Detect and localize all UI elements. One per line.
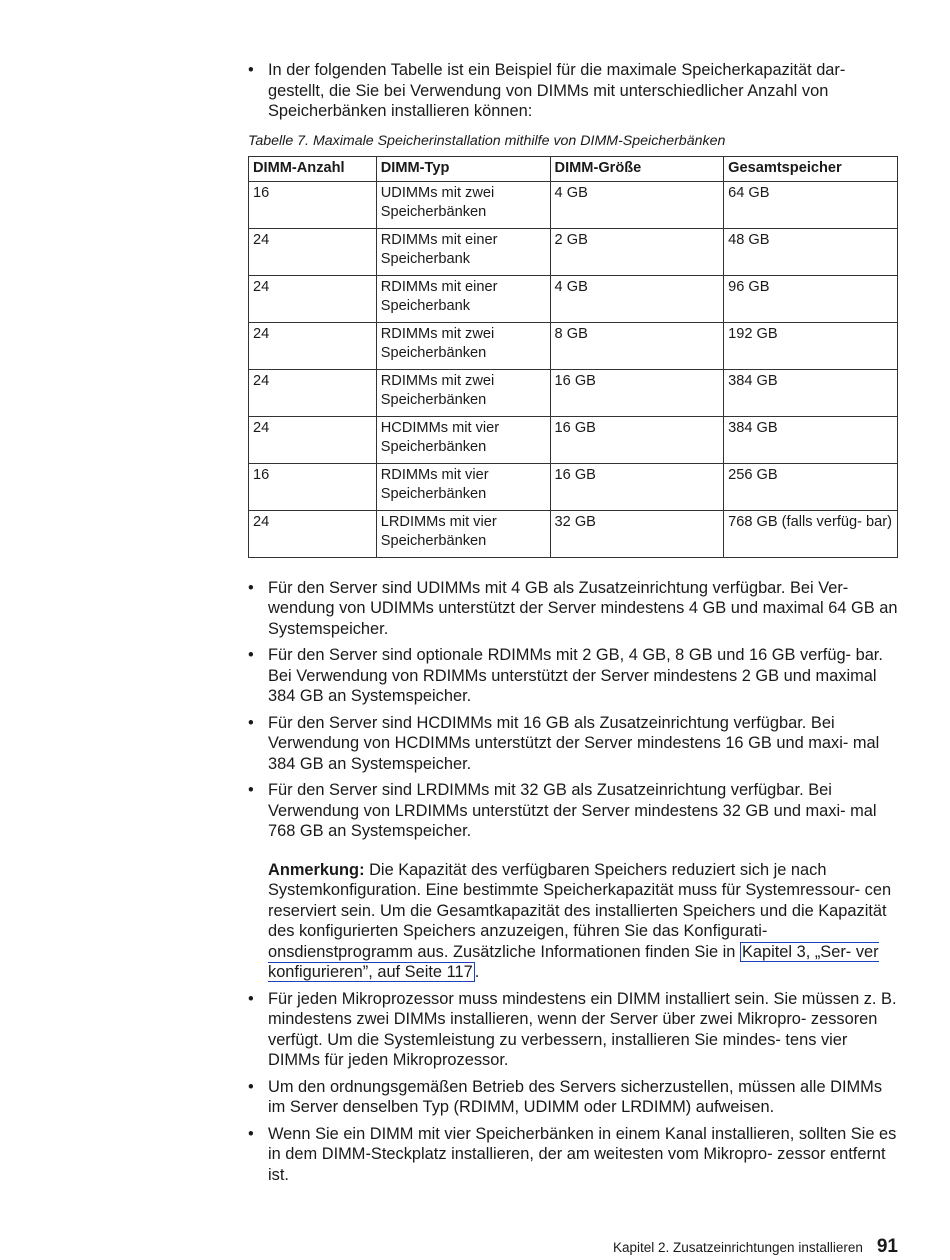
page-content xyxy=(248,60,898,1191)
cell-dimm-type: LRDIMMs mit vier Speicherbänken xyxy=(376,510,550,557)
table-row xyxy=(249,322,898,369)
list-item-text: Für den Server sind HCDIMMs mit 16 GB als Zusatzeinrichtung verfügbar. Bei Verwendung von HCDIMMs unterstützt der Server mindestens 16 GB und maxi- mal 384 GB an Systemspeicher. xyxy=(268,713,880,773)
list-item xyxy=(248,989,898,1071)
bullet-dot: • xyxy=(248,1077,254,1096)
cell-dimm-size: 4 GB xyxy=(550,275,724,322)
cell-total-memory: 96 GB xyxy=(724,275,898,322)
list-item-text: Für den Server sind UDIMMs mit 4 GB als Zusatzeinrichtung verfügbar. Bei Ver- wendung von UDIMMs unterstützt der Server mindestens 4 GB und maximal 64 GB an Systemspeicher. xyxy=(268,578,898,638)
bullet-dot: • xyxy=(248,989,254,1008)
cell-dimm-size: 2 GB xyxy=(550,228,724,275)
cell-total-memory: 768 GB (falls verfüg- bar) xyxy=(724,510,898,557)
table-row xyxy=(249,463,898,510)
table-row xyxy=(249,416,898,463)
cell-dimm-type: RDIMMs mit einer Speicherbank xyxy=(376,275,550,322)
cell-dimm-count: 16 xyxy=(249,463,377,510)
cell-total-memory: 384 GB xyxy=(724,369,898,416)
cell-dimm-type: HCDIMMs mit vier Speicherbänken xyxy=(376,416,550,463)
cell-dimm-type: RDIMMs mit vier Speicherbänken xyxy=(376,463,550,510)
table-row xyxy=(249,510,898,557)
cell-dimm-count: 24 xyxy=(249,369,377,416)
list-item-text: Für jeden Mikroprozessor muss mindestens ein DIMM installiert sein. Sie müssen z. B. mindestens zwei DIMMs installieren, wenn der Server über zwei Mikropro- zessoren verfügt. Um die Systemleistung zu verbessern, installieren Sie mindes- tens vier DIMMs für jeden Mikroprozessor. xyxy=(268,989,897,1069)
cell-dimm-count: 16 xyxy=(249,181,377,228)
cell-dimm-type: RDIMMs mit zwei Speicherbänken xyxy=(376,369,550,416)
cell-dimm-size: 16 GB xyxy=(550,463,724,510)
cell-dimm-count: 24 xyxy=(249,275,377,322)
bullet-dot: • xyxy=(248,781,254,799)
cell-dimm-count: 24 xyxy=(249,228,377,275)
intro-bullet xyxy=(248,60,898,122)
bullet-list xyxy=(248,578,898,1186)
table-caption: Tabelle 7. Maximale Speicherinstallation mithilfe von DIMM-Speicherbänken xyxy=(248,132,726,149)
list-item xyxy=(248,578,898,640)
header-dimm-size: DIMM-Größe xyxy=(550,156,724,181)
table-row xyxy=(249,275,898,322)
list-item xyxy=(248,1124,898,1186)
list-item xyxy=(248,645,898,707)
note-text: Die Kapazität des verfügbaren Speichers reduziert sich je nach Systemkonfiguration. Eine bestimmte Speicherkapazität muss für Systemressour- cen reserviert sein. Um die Gesamtkapazität des installierten Speichers und die Kapazität des konfigurierten Speichers anzuzeigen, führen Sie das Konfigurati- onsdienstprogramm aus. Zusätzliche Informationen finden Sie in xyxy=(268,860,892,961)
page-footer xyxy=(613,1236,898,1258)
cell-dimm-count: 24 xyxy=(249,416,377,463)
cell-dimm-type: RDIMMs mit zwei Speicherbänken xyxy=(376,322,550,369)
table-row xyxy=(249,228,898,275)
list-item-text: Um den ordnungsgemäßen Betrieb des Servers sicherzustellen, müssen alle DIMMs im Server denselben Typ (RDIMM, UDIMM oder LRDIMM) aufweisen. xyxy=(268,1077,883,1116)
list-item xyxy=(248,713,898,775)
cell-dimm-type: RDIMMs mit einer Speicherbank xyxy=(376,228,550,275)
cell-total-memory: 384 GB xyxy=(724,416,898,463)
cell-total-memory: 64 GB xyxy=(724,181,898,228)
cell-dimm-count: 24 xyxy=(249,510,377,557)
cell-dimm-type: UDIMMs mit zwei Speicherbänken xyxy=(376,181,550,228)
bullet-dot: • xyxy=(248,578,254,597)
cell-total-memory: 192 GB xyxy=(724,322,898,369)
list-item xyxy=(248,780,898,842)
cell-total-memory: 48 GB xyxy=(724,228,898,275)
cell-dimm-size: 16 GB xyxy=(550,369,724,416)
intro-text: In der folgenden Tabelle ist ein Beispiel für die maximale Speicherkapazität dar- gestellt, die Sie bei Verwendung von DIMMs mit unterschiedlicher Anzahl von Speicherbänken installieren können: xyxy=(268,61,846,120)
note-label: Anmerkung: xyxy=(268,860,365,879)
note-period: . xyxy=(474,963,480,981)
cross-reference-link[interactable]: Kapitel 3, „Ser- ver konfigurieren”, auf Seite 117 xyxy=(268,942,879,981)
table-row xyxy=(249,369,898,416)
memory-table xyxy=(248,156,898,558)
table-row xyxy=(249,181,898,228)
bullet-dot: • xyxy=(248,1124,254,1143)
list-item xyxy=(248,1077,898,1118)
table-header-row xyxy=(249,156,898,181)
footer-chapter: Kapitel 2. Zusatzeinrichtungen installieren xyxy=(612,1240,863,1255)
note-paragraph xyxy=(248,860,898,983)
header-dimm-count: DIMM-Anzahl xyxy=(249,156,377,181)
bullet-dot: • xyxy=(248,713,254,732)
cell-total-memory: 256 GB xyxy=(724,463,898,510)
bullet-dot: • xyxy=(248,61,254,79)
cell-dimm-size: 16 GB xyxy=(550,416,724,463)
cell-dimm-size: 8 GB xyxy=(550,322,724,369)
header-total-memory: Gesamtspeicher xyxy=(724,156,898,181)
list-item-text: Für den Server sind optionale RDIMMs mit 2 GB, 4 GB, 8 GB und 16 GB verfüg- bar. Bei Verwendung von RDIMMs unterstützt der Server mindestens 2 GB und maximal 384 GB an Systemspeicher. xyxy=(268,646,883,705)
header-dimm-type: DIMM-Typ xyxy=(376,156,550,181)
bullet-dot: • xyxy=(248,646,254,664)
page-number: 91 xyxy=(876,1236,898,1257)
cell-dimm-size: 32 GB xyxy=(550,510,724,557)
cell-dimm-size: 4 GB xyxy=(550,181,724,228)
list-item-text: Für den Server sind LRDIMMs mit 32 GB als Zusatzeinrichtung verfügbar. Bei Verwendung von LRDIMMs unterstützt der Server mindestens 32 GB und maxi- mal 768 GB an Systemspeicher. xyxy=(268,781,877,840)
list-item-text: Wenn Sie ein DIMM mit vier Speicherbänken in einem Kanal installieren, sollten Sie es in dem DIMM-Steckplatz installieren, der am weitesten vom Mikropro- zessor entfernt ist. xyxy=(268,1124,897,1184)
cell-dimm-count: 24 xyxy=(249,322,377,369)
